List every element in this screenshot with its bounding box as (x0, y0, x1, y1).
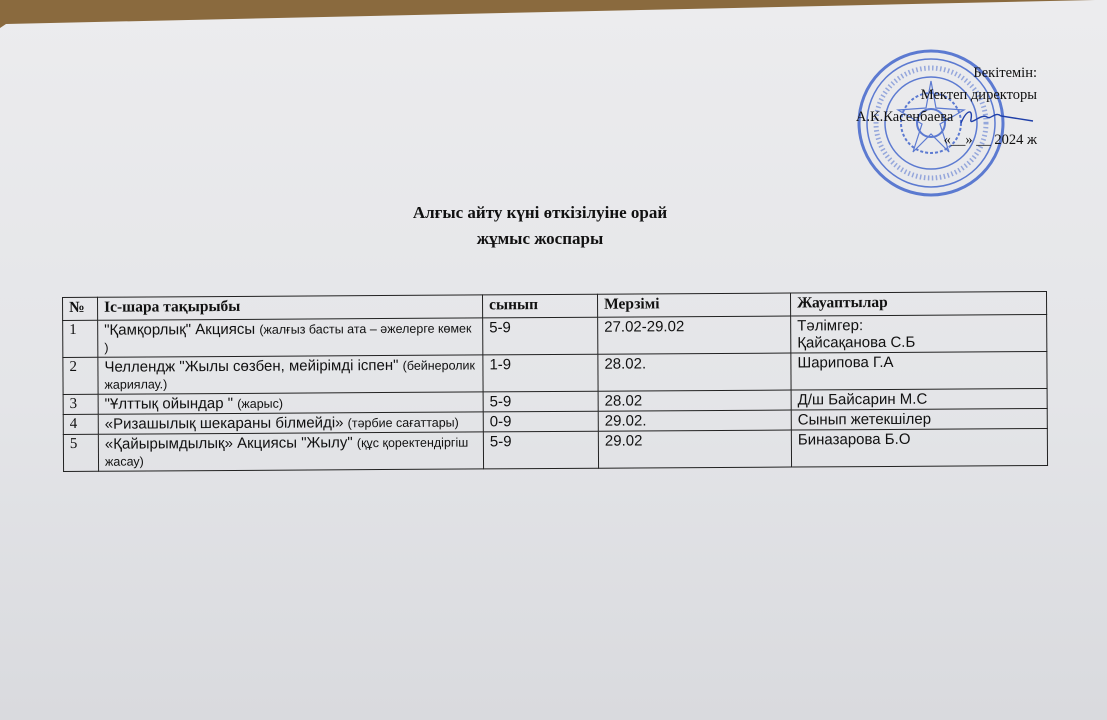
title-line-1: Алғыс айту күні өткізілуіне орай (412, 203, 668, 222)
cell-number: 4 (63, 414, 98, 434)
table-row (63, 428, 1047, 471)
signature-icon (957, 107, 1037, 129)
approval-block (777, 62, 1037, 151)
cell-date: 28.02 (598, 390, 791, 411)
cell-number: 5 (63, 434, 98, 471)
topic-note: (бейнеролик жариялау.) (104, 358, 476, 392)
document-title (330, 200, 750, 252)
cell-topic (98, 432, 483, 471)
cell-date: 28.02. (598, 353, 791, 391)
cell-topic (98, 355, 483, 394)
cell-grade: 5-9 (483, 431, 598, 469)
topic-text: Челлендж "Жылы сөзбен, мейірімді іспен" (104, 356, 399, 376)
cell-date: 27.02-29.02 (598, 316, 791, 354)
topic-note: (тәрбие сағаттары) (347, 415, 459, 431)
topic-note: (жалғыз басты ата – әжелерге көмек ) (104, 321, 472, 355)
cell-date: 29.02. (598, 410, 791, 431)
topic-note: (жарыс) (237, 396, 284, 411)
approval-position: Мектеп директоры (920, 87, 1037, 103)
topic-note: (құс қоректендіргіш жасау) (104, 435, 469, 469)
approval-heading: Бекітемін: (973, 65, 1037, 81)
cell-responsible: Шарипова Г.А (791, 351, 1047, 390)
cell-responsible: Сынып жетекшілер (791, 408, 1047, 430)
cell-number: 2 (63, 357, 98, 394)
cell-grade: 5-9 (483, 317, 598, 355)
header-grade: сынып (482, 294, 597, 318)
cell-number: 3 (63, 394, 98, 414)
cell-grade: 1-9 (483, 354, 598, 392)
approval-name: А.К.Касенбаева (855, 109, 954, 125)
cell-responsible: Тәлімгер: Қайсақанова С.Б (791, 314, 1047, 353)
header-number: № (63, 297, 98, 320)
topic-text: "Ұлттық ойындар " (104, 394, 234, 413)
header-date: Мерзімі (597, 293, 790, 317)
approval-name-line (777, 106, 1037, 129)
cell-date: 29.02 (598, 430, 791, 468)
table-row (63, 351, 1047, 394)
cell-grade: 5-9 (483, 391, 598, 412)
approval-date: «__» __ 2024 ж (943, 131, 1037, 148)
plan-table (62, 291, 1048, 472)
cell-topic (98, 392, 483, 414)
cell-responsible: Д/ш Байсарин М.С (791, 388, 1047, 410)
header-responsible: Жауаптылар (790, 291, 1046, 316)
topic-text: «Қайырымдылық» Акциясы "Жылу" (104, 434, 353, 453)
title-line-2: жұмыс жоспары (476, 229, 604, 248)
cell-number: 1 (63, 320, 98, 357)
cell-topic (98, 412, 483, 434)
cell-grade: 0-9 (483, 411, 598, 432)
table-row (63, 314, 1047, 357)
header-topic: Іс-шара тақырыбы (98, 295, 483, 320)
cell-topic (98, 318, 483, 357)
topic-text: "Қамқорлық" Акциясы (104, 320, 256, 339)
topic-text: «Ризашылық шекараны білмейді» (104, 414, 344, 433)
cell-responsible: Биназарова Б.О (791, 428, 1047, 467)
